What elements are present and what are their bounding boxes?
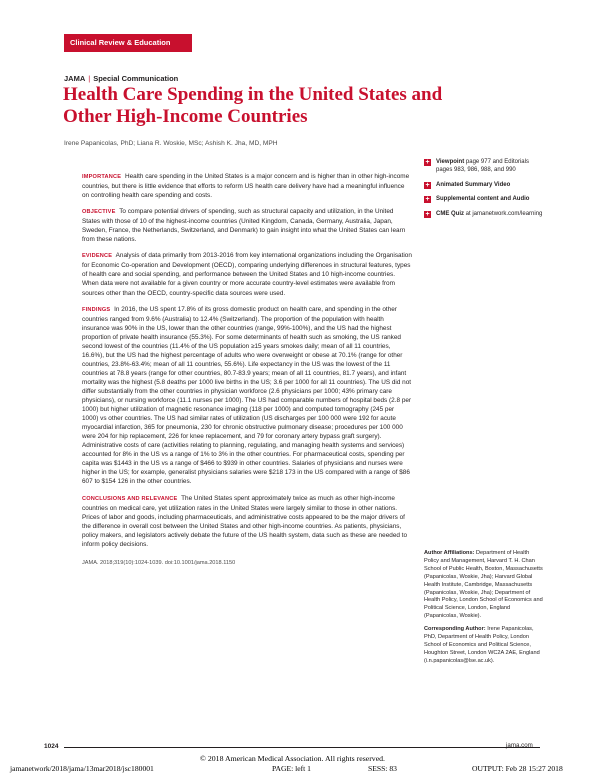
section-text: The United States spent approximately twice as much as other high-income countries on medical care, yet utilization rates in the United States were largely similar to those in other nations. Prices of labor and goods, including pharmaceuticals, and administrative costs appeared to be the major drivers of the difference in overall cost between the United States and other high-income countries. As patients, physicians, policy makers, and legislators actively debate the future of the US health system, data such as these are needed to inform policy decisions. (82, 494, 408, 548)
cme-quiz-link[interactable] (424, 210, 544, 218)
copyright-notice: © 2018 American Medical Association. All rights reserved. (200, 754, 385, 763)
link-title: CME Quiz (436, 210, 464, 217)
abstract-importance (82, 172, 412, 200)
affiliations-block (424, 550, 544, 621)
author-list: Irene Papanicolas, PhD; Liana R. Woskie, MSc; Ashish K. Jha, MD, MPH (64, 140, 278, 147)
article-kicker (64, 74, 178, 83)
related-content-sidebar (424, 158, 544, 224)
link-title: Animated Summary Video (436, 181, 511, 188)
abstract-findings (82, 305, 412, 487)
section-label: IMPORTANCE (82, 174, 122, 180)
print-page: PAGE: left 1 (272, 764, 311, 773)
section-label: FINDINGS (82, 306, 111, 313)
section-text: Health care spending in the United States is a major concern and is higher than in other high-income countries, but there is little evidence that efforts to reform US health care delivery have had a meaningful influence on controlling health care spending and costs. (82, 173, 410, 200)
abstract-conclusions (82, 494, 412, 549)
animated-summary-video-link[interactable] (424, 181, 544, 189)
article-title: Health Care Spending in the United States and Other High-Income Countries (63, 84, 443, 127)
link-title: Viewpoint (436, 159, 465, 165)
corresponding-label: Corresponding Author: (424, 626, 486, 633)
section-text: Analysis of data primarily from 2013-2016 from key international organizations including the Organisation for Economic Co-operation and Development (OECD), comparing underlying differences in structural features, types of health care and social spending, and performance between the United States and 10 high-income countries. When data were not available for a given country or more accurate country-level estimates were available from sources other than the OECD, country-specific data sources were used. (82, 252, 412, 297)
journal-site: jama.com (506, 742, 533, 749)
section-label: OBJECTIVE (82, 209, 116, 216)
affiliations-text: Department of Health Policy and Management, Harvard T. H. Chan School of Public Health, Boston, Massachusetts (Papanicolas, Woskie, Jha); Harvard Global Health Institute, Cambridge, Massachusetts (Papanicolas, Woskie, Jha); Department of Health Policy, London School of Economics and Political Science, London, England (Papanicolas, Woskie). (424, 550, 543, 620)
plus-icon: + (425, 210, 430, 218)
footer-divider (64, 747, 540, 748)
abstract-objective (82, 207, 412, 244)
section-banner: Clinical Review & Education (64, 34, 192, 52)
abstract (82, 172, 412, 568)
abstract-evidence (82, 251, 412, 297)
corresponding-author-block (424, 626, 544, 666)
article-citation: JAMA. 2018;319(10):1024-1039. doi:10.1001/jama.2018.1150 (82, 559, 236, 566)
corresponding-text: Irene Papanicolas, PhD, Department of Health Policy, London School of Economics and Political Science, Houghton Street, London WC2A 2AE, England (i.n.papanicolas@lse.ac.uk). (424, 626, 540, 664)
plus-icon: + (425, 196, 430, 204)
plus-icon: + (425, 159, 430, 166)
article-type: Special Communication (93, 74, 179, 83)
print-output: OUTPUT: Feb 28 15:27 2018 (472, 764, 563, 773)
section-label: CONCLUSIONS AND RELEVANCE (82, 495, 178, 502)
page-number: 1024 (44, 743, 59, 750)
viewpoint-link[interactable] (424, 158, 544, 175)
link-subtext: page 977 and Editorials pages 983, 986, 988, and 990 (436, 159, 529, 174)
plus-icon: + (425, 181, 430, 189)
section-label: EVIDENCE (82, 253, 113, 260)
author-affiliations (424, 550, 544, 671)
kicker-separator: | (88, 74, 91, 83)
print-path: jamanetwork/2018/jama/13mar2018/jsc180001 (10, 764, 154, 773)
supplemental-content-link[interactable] (424, 195, 544, 203)
journal-name: JAMA (64, 74, 86, 83)
section-text: In 2016, the US spent 17.8% of its gross domestic product on health care, and spending in the other countries ranged from 9.6% (Australia) to 12.4% (Switzerland). The proportion of the population with health insurance was 90% in the US, lower than the other countries (range, 99%-100%), and the US had the highest proportion of private health insurance (55.3%). For some determinants of health such as smoking, the US ranked second lowest of the countries (11.4% of the US population ≥15 years smokes daily; mean of all 11 countries, 16.6%), but the US had the highest percentage of adults who were overweight or obese at 70.1% (range for other countries, 23.8%-63.4%; mean of all 11 countries, 55.6%). Life expectancy in the US was the lowest of the 11 countries at 78.8 years (range for other countries, 80.7-83.9 years; mean of all 11 countries, 81.7 years), and infant mortality was the highest (5.8 deaths per 1000 live births in the US; 3.6 per 1000 for all 11 countries). The US did not differ substantially from the other countries in physician workforce (2.6 physicians per 1000; 43% primary care physicians), or nursing workforce (11.1 nurses per 1000). The US had comparable numbers of hospital beds (2.8 per 1000) but higher utilization of magnetic resonance imaging (118 per 1000) and computed tomography (245 per 1000) vs other countries. The US had similar rates of utilization (US discharges per 100 000 were 192 for acute myocardial infarction, 365 for pneumonia, 230 for chronic obstructive pulmonary disease; procedures per 100 000 were 204 for hip replacement, 226 for knee replacement, and 79 for coronary artery bypass graft surgery). Administrative costs of care (activities relating to planning, regulating, and managing health systems and services) accounted for 8% in the US vs a range of 1% to 3% in the other countries. For pharmaceutical costs, spending per capita was $1443 in the US vs a range of $466 to $939 in other countries. Salaries of physicians and nurses were higher in the US; for example, generalist physicians salaries were $218 173 in the US compared with a range of $86 607 to $154 126 in the other countries. (82, 305, 412, 486)
link-subtext: and Audio (500, 196, 530, 203)
print-session: SESS: 83 (368, 764, 397, 773)
link-title: Supplemental content (436, 196, 499, 203)
link-subtext: at jamanetwork.com/learning (465, 210, 543, 217)
affiliations-label: Author Affiliations: (424, 550, 475, 556)
section-text: To compare potential drivers of spending, such as structural capacity and utilization, in the United States with those of 10 of the highest-income countries (United Kingdom, Canada, Germany, Australia, Japan, Sweden, France, the Netherlands, Switzerland, and Denmark) to gain insight into what the United States can learn from these nations. (82, 208, 406, 244)
